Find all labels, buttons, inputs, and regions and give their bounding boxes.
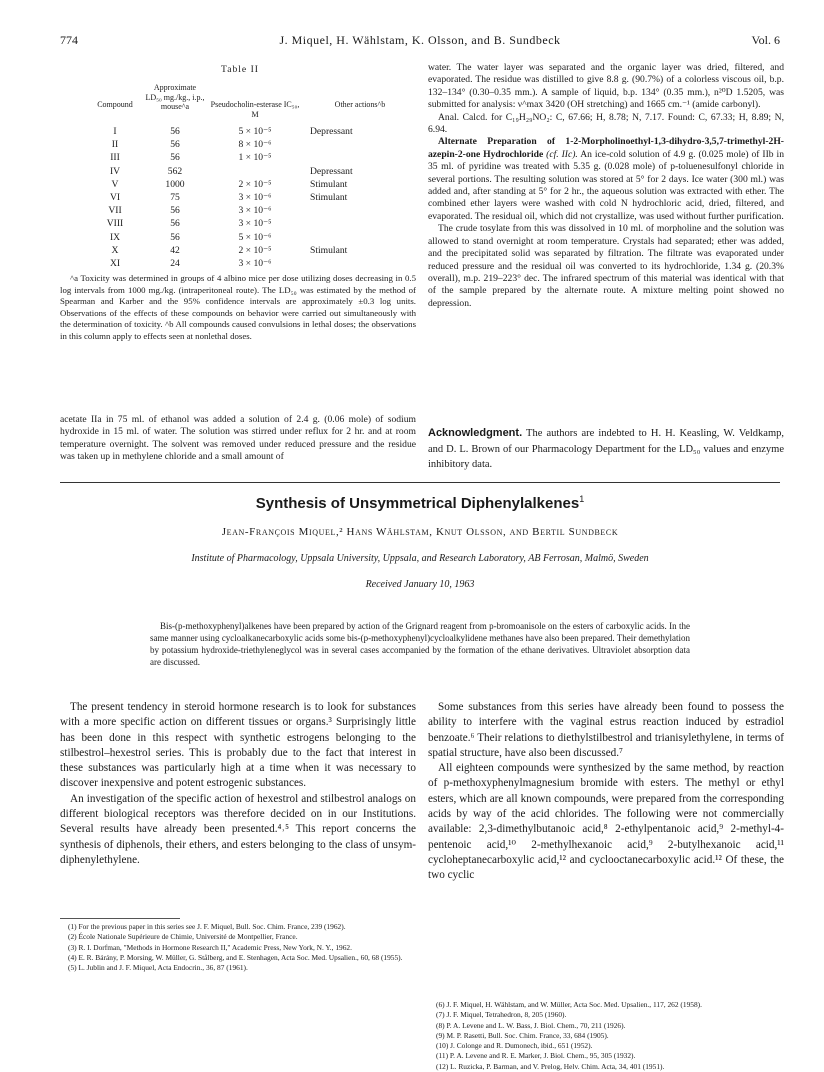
- body-right-column: [428, 700, 784, 884]
- footnote: (4) E. R. Bárány, P. Morsing, W. Müller, G. Stålberg, and E. Stenhagen, Acta Soc. Med. Upsalien., 60, 68 (1955).: [68, 952, 403, 962]
- table-header-ld50: Approximate LD₅₀ mg./kg., i.p., mouse^a: [145, 83, 205, 111]
- table-row: [90, 245, 410, 259]
- analysis-line: Anal. Calcd. for C₁₉H₂₉NO₂: C, 67.66; H, 8.78; N, 7.17. Found: C, 67.33; H, 8.89; N, 6.94.: [428, 111, 784, 136]
- table-cell-ld50: 56: [170, 139, 180, 151]
- footnote: (8) P. A. Levene and L. W. Bass, J. Biol. Chem., 70, 211 (1926).: [436, 1020, 626, 1030]
- table-row: [90, 152, 410, 166]
- table-cell-ic50: 2 × 10⁻⁵: [238, 178, 272, 190]
- table-cell-compound: VI: [109, 192, 121, 203]
- table-footnote-text: ^a Toxicity was determined in groups of 4 albino mice per dose utilizing doses decreasing in 0.5 log intervals from 1000 mg./kg. (intraperitoneal route). The LD₅₀ was estimated by the method of Spearman and Karber and the 95% confidence intervals are approximately ±0.3 log units. Observations of the effects of these compounds on behavior were carried out simultaneously with the determination of toxicity. ^b All compounds caused convulsions in lethal doses; the observations in this column apply to effects seen at nonlethal doses.: [60, 273, 416, 341]
- table-cell-ic50: 3 × 10⁻⁶: [238, 192, 272, 203]
- table-cell-ic50: 1 × 10⁻⁵: [238, 152, 272, 164]
- table-cell-compound: VII: [108, 205, 122, 217]
- table-cell-ld50: 24: [170, 258, 180, 269]
- table-footnote: [60, 273, 416, 343]
- footnote: (9) M. P. Rasetti, Bull. Soc. Chim. France, 33, 684 (1905).: [436, 1030, 609, 1040]
- table-row: [90, 258, 410, 272]
- alternate-heading: Alternate Preparation of 1-2-Morpholinoethyl-1,3-dihydro-3,5,7-trimethyl-2H-azepin-2-one Hydrochloride: [428, 136, 784, 160]
- table-cell-compound: V: [111, 178, 119, 190]
- article-institution: Institute of Pharmacology, Uppsala University, Uppsala, and Research Laboratory, AB Ferrosan, Malmö, Sweden: [191, 553, 649, 564]
- table-cell-compound: VIII: [106, 218, 124, 230]
- volume-label: Vol. 6: [751, 33, 780, 47]
- table-row: [90, 139, 410, 153]
- table-header-compound: Compound: [97, 100, 133, 109]
- table-cell-ic50: 8 × 10⁻⁶: [238, 139, 272, 151]
- experimental-p4: The crude tosylate from this was dissolved in 10 ml. of morpholine and the solution was allowed to stand overnight at room temperature. Crystals had separated; ether was added, and the precipitated solid was separated by filtration. The filtrate was evaporated under reduced pressure and the residual oil was converted to its hydrochloride, 1.34 g. (20.3% overall), m.p. 219–223° dec. The infrared spectrum of this material was identical with that of the sample prepared by the alternate route. A mixture melting point showed no depression.: [428, 223, 784, 309]
- table-row: [90, 166, 410, 180]
- footnote: (3) R. I. Dorfman, "Methods in Hormone Research II," Academic Press, New York, N. Y., 1962.: [68, 942, 352, 952]
- table-title: Table II: [221, 64, 259, 75]
- footnotes-left: [60, 922, 416, 973]
- footnote: (10) J. Colonge and R. Dumonech, ibid., 651 (1952).: [436, 1041, 593, 1051]
- experimental-p1: water. The water layer was separated and the organic layer was dried, filtered, and evaporated. The residue was distilled to give 8.8 g. (90.7%) of a colorless viscous oil, b.p. 132–134° (0.30–0.35 mm.). A sample of liquid, b.p. 134° (0.35 mm.), n²⁰D 1.5205, was submitted for analysis: ν^max 3420 (OH stretching) and 1665 cm.⁻¹ (amide carbonyl).: [428, 62, 784, 111]
- acknowledgment-text: The authors are indebted to H. H. Keasling, W. Veldkamp, and D. L. Brown of our Pharmacology Department for the LD₅₀ values and enzyme inhibitory data.: [428, 428, 784, 470]
- table-cell-ld50: 42: [170, 244, 180, 256]
- footnote: (5) L. Jublin and J. F. Miquel, Acta Endocrin., 36, 87 (1961).: [68, 963, 248, 973]
- alternate-text: An ice-cold solution of 4.9 g. (0.025 mole) of IIb in 35 ml. of pyridine was treated with 5.35 g. (0.028 mole) of p-toluenesulfonyl chloride in several portions. The resulting solution was stored at 5° for 2 days. Ice water (300 ml.) was added and, after standing at 5° for 2 hr., the aqueous solution was extracted with ether. The combined ether layers were washed with cold N hydrochloric acid, dried, filtered, and evaporated. The residual oil, which did not crystallize, was used without further purification.: [428, 148, 784, 222]
- body-left-column: [60, 700, 416, 868]
- table-cell-ld50: 56: [170, 126, 180, 137]
- table-cell-ic50: 3 × 10⁻⁶: [238, 258, 272, 269]
- footnote: (12) L. Ruzicka, P. Barman, and V. Prelog, Helv. Chim. Acta, 34, 401 (1951).: [436, 1061, 665, 1071]
- alternate-ref: (cf. IIc).: [546, 148, 578, 160]
- left-continuation-text: acetate IIa in 75 ml. of ethanol was added a solution of 2.4 g. (0.06 mole) of sodium hydroxide in 15 ml. of water. The solution was stirred under reflux for 2 hr. and at room temperature overnight. The solvent was removed under reduced pressure and the residue was taken up in methylene chloride and a small amount of: [60, 414, 416, 463]
- running-head-authors: J. Miquel, H. Wählstam, K. Olsson, and B. Sundbeck: [279, 33, 561, 47]
- table-cell-compound: XI: [109, 258, 121, 269]
- table-cell-ld50: 562: [167, 165, 183, 177]
- table-cell-compound: IV: [109, 165, 121, 177]
- table-cell-ic50: 3 × 10⁻⁶: [238, 205, 272, 217]
- body-right-p1: Some substances from this series have already been found to possess the ability to interfere with the vaginal estrus reaction induced by estradiol benzoate.⁶ Their relations to diethylstilbestrol and trianisylethylene, in terms of spatial structure, have also been discussed.⁷: [428, 701, 784, 759]
- table-row: [90, 232, 410, 246]
- table-row: [90, 179, 410, 193]
- table-cell-ic50: 3 × 10⁻⁵: [238, 218, 272, 230]
- table-cell-ic50: 5 × 10⁻⁶: [238, 231, 272, 243]
- footnote: (6) J. F. Miquel, H. Wählstam, and W. Müller, Acta Soc. Med. Upsalien., 117, 262 (1958).: [436, 1000, 702, 1009]
- table-cell-compound: X: [111, 244, 119, 256]
- table-header-other-actions: Other actions^b: [334, 100, 386, 109]
- footnotes-right: [428, 1000, 784, 1072]
- body-right-p2: All eighteen compounds were synthesized by the same method, by reaction of p-methoxyphenylmagnesium bromide with esters. The methyl or ethyl esters, which are all known compounds, were prepared from the corresponding acids by way of the acid chlorides. The following were not commercially available: 2,3-dimethylbutanoic acid,⁸ 2-ethylpentanoic acid,⁹ 2-methyl-4-pentenoic acid,¹⁰ 2-methylhexanoic acid,⁹ 2-butylhexanoic acid,¹¹ cycloheptanecarboxylic acid,¹² and cyclooctanecarboxylic acid.¹² Of these, the two cyclic: [428, 762, 784, 882]
- article-received: Received January 10, 1963: [365, 579, 475, 590]
- table-cell-ld50: 56: [170, 205, 180, 217]
- table-row: [90, 218, 410, 232]
- table-cell-compound: IX: [109, 231, 121, 243]
- table-cell-action: Depressant: [310, 126, 353, 137]
- abstract-text: Bis-(p-methoxyphenyl)alkenes have been prepared by action of the Grignard reagent from p-bromoanisole on the esters of carboxylic acids. In the same manner using cycloalkanecarboxylic acids some bis-(p-methoxyphenyl)cycloalkylidene methanes have also been prepared. Their demethylation by potassium hydroxide-triethyleneglycol was in several cases accompanied by the formation of the ethane derivatives. Ultraviolet absorption data are discussed.: [150, 621, 690, 667]
- article-authors: Jean-François Miquel,² Hans Wählstam, Knut Olsson, and Bertil Sundbeck: [221, 526, 619, 538]
- table-cell-ld50: 56: [170, 231, 180, 243]
- article-title-text: Synthesis of Unsymmetrical Diphenylalkenes: [255, 495, 580, 512]
- table-cell-compound: II: [111, 139, 119, 151]
- table-cell-action: Stimulant: [310, 192, 348, 203]
- body-left-p2: An investigation of the specific action of hexestrol and stilbestrol analogs on different biological receptors was therefore decided on in our Institutions. Several results have already been presented.⁴˒⁵ This report concerns the synthesis of diphenols, their ethers, and esters belonging to the class of unsym-diphenylethylene.: [60, 792, 416, 866]
- table-cell-ld50: 56: [170, 218, 180, 230]
- footnote: (11) P. A. Levene and R. E. Marker, J. Biol. Chem., 95, 305 (1932).: [436, 1051, 636, 1061]
- body-left-p1: The present tendency in steroid hormone research is to look for substances with a more specific action on different tissues or organs.³ Surprisingly little has been done in this respect with synthetic estrogens belonging to the stilbestrol–hexestrol series. This is probably due to the fact that interest in these substances was particularly high at a time when it was necessary to discover inexpensive and potent estrogenic substances.: [60, 701, 416, 790]
- article-title: [60, 494, 780, 512]
- table-header-pseudocholinesterase: Pseudocholin-esterase IC₅₀, M: [210, 100, 300, 119]
- acknowledgment: [428, 426, 784, 473]
- table-cell-ld50: 1000: [165, 178, 185, 190]
- footnote: (2) École Nationale Supérieure de Chimie, Université de Montpellier, France.: [68, 932, 298, 942]
- footnote-rule-left: [60, 918, 180, 919]
- acknowledgment-heading: Acknowledgment.: [428, 427, 523, 439]
- footnote: (1) For the previous paper in this series see J. F. Miquel, Bull. Soc. Chim. France, 239 (1962).: [68, 922, 346, 931]
- alternate-preparation: [428, 136, 784, 223]
- footnote: (7) J. F. Miquel, Tetrahedron, 8, 205 (1960).: [436, 1010, 567, 1020]
- table-row: [90, 192, 410, 206]
- table-cell-ld50: 56: [170, 152, 180, 164]
- section-divider: [60, 482, 780, 483]
- table-cell-action: Stimulant: [310, 244, 348, 256]
- table-cell-compound: I: [113, 126, 117, 137]
- table-cell-ic50: 5 × 10⁻⁵: [238, 126, 272, 137]
- page-number: 774: [60, 33, 78, 47]
- table-cell-action: Stimulant: [310, 178, 348, 190]
- table-row: [90, 126, 410, 140]
- table-cell-action: Depressant: [310, 165, 353, 177]
- table-cell-compound: III: [110, 152, 120, 164]
- table-cell-ld50: 75: [170, 192, 180, 203]
- table-row: [90, 205, 410, 219]
- left-continuation: [60, 414, 416, 464]
- right-top-column: [428, 62, 784, 310]
- abstract: [150, 620, 690, 668]
- table-cell-ic50: 2 × 10⁻⁵: [238, 244, 272, 256]
- article-title-footnote-mark: 1: [579, 494, 585, 504]
